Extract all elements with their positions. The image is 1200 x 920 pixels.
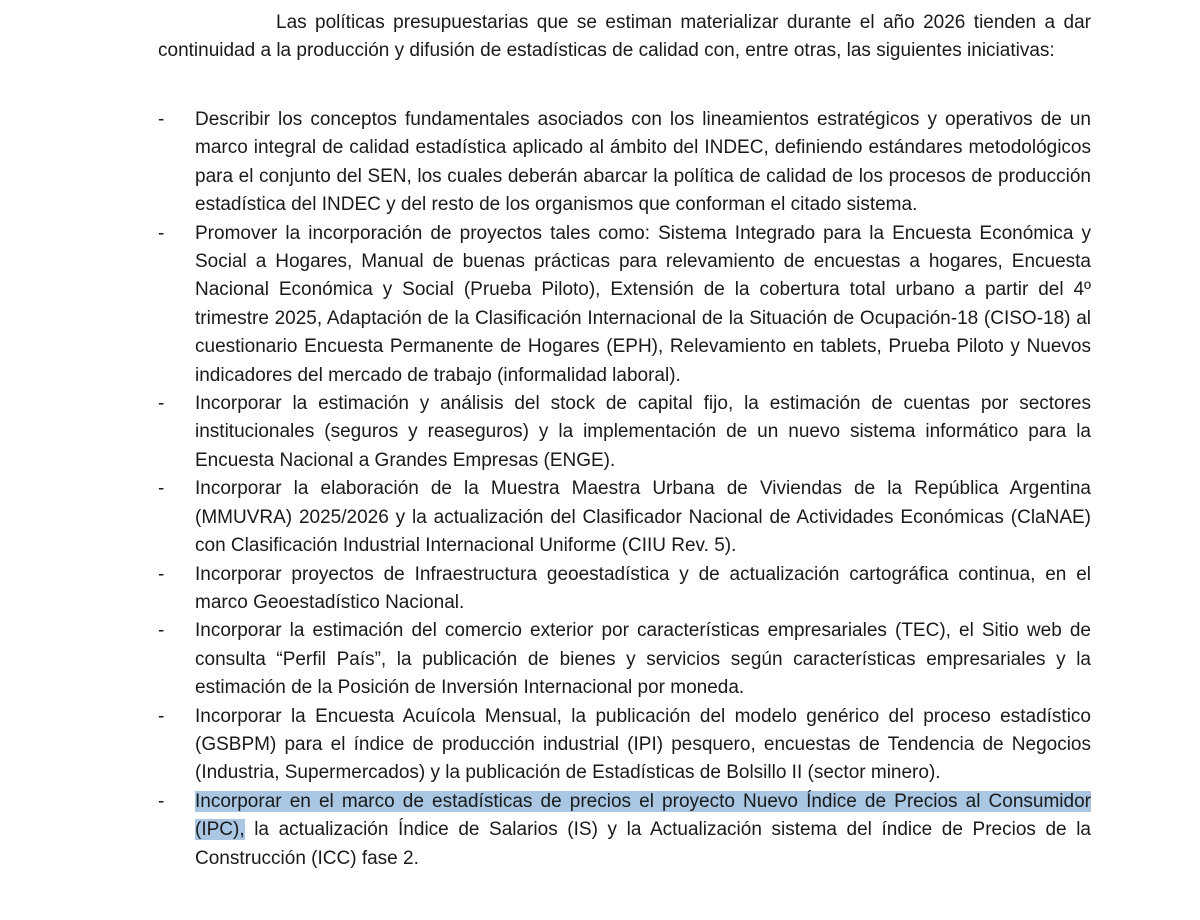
list-item-text: Promover la incorporación de proyectos tales como: Sistema Integrado para la Encuesta Económica y Social a Hogares, Manual de buenas prácticas para relevamiento de encuestas a hogares, Encuesta Nacional Económica y Social (Prueba Piloto), Extensión de la cobertura total urbano a partir del 4º trimestre 2025, Adaptación de la Clasificación Internacional de la Situación de Ocupación-18 (CISO-18) al cuestionario Encuesta Permanente de Hogares (EPH), Relevamiento en tablets, Prueba Piloto y Nuevos indicadores del mercado de trabajo (informalidad laboral).: [195, 222, 1091, 386]
list-item-text: Incorporar la elaboración de la Muestra Maestra Urbana de Viviendas de la República Argentina (MMUVRA) 2025/2026 y la actualización del Clasificador Nacional de Actividades Económicas (ClaNAE) con Clasificación Industrial Internacional Uniforme (CIIU Rev. 5).: [195, 478, 1091, 557]
list-item-text: Incorporar la estimación y análisis del stock de capital fijo, la estimación de cuentas por sectores institucionales (seguros y reaseguros) y la implementación de un nuevo sistema informático para la Encuesta Nacional a Grandes Empresas (ENGE).: [195, 393, 1091, 471]
list-item: [158, 475, 1091, 560]
list-item: [158, 220, 1091, 390]
list-item-last: [158, 788, 1091, 873]
list-bullet: -: [158, 393, 165, 415]
list-item: [158, 561, 1091, 618]
list-item-text: Incorporar la estimación del comercio exterior por características empresariales (TEC), el Sitio web de consulta “Perfil País”, la publicación de bienes y servicios según características empresariales y la estimación de la Posición de Inversión Internacional por moneda.: [195, 620, 1091, 699]
list-item-text: Incorporar proyectos de Infraestructura geoestadística y de actualización cartográfica continua, en el marco Geoestadístico Nacional.: [195, 563, 1091, 613]
list-item: [158, 106, 1091, 220]
list-item: [158, 617, 1091, 702]
list-bullet: -: [158, 790, 165, 812]
list-bullet: -: [158, 620, 165, 642]
list-bullet: -: [158, 109, 165, 130]
list-item-text: Describir los conceptos fundamentales asociados con los lineamientos estratégicos y operativos de un marco integral de calidad estadística aplicado al ámbito del INDEC, definiendo estándares metodológicos para el conjunto del SEN, los cuales deberán abarcar la política de calidad de los procesos de producción estadística del INDEC y del resto de los organismos que conforman el citado sistema.: [195, 109, 1091, 216]
list-item: [158, 390, 1091, 475]
list-bullet: -: [158, 478, 165, 500]
list-item: [158, 703, 1091, 788]
initiatives-list: [158, 106, 1091, 873]
list-bullet: -: [158, 222, 165, 244]
list-bullet: -: [158, 705, 165, 727]
list-item-text: Incorporar la Encuesta Acuícola Mensual, la publicación del modelo genérico del proceso estadístico (GSBPM) para el índice de producción industrial (IPI) pesquero, encuestas de Tendencia de Negocios (Industria, Supermercados) y la publicación de Estadísticas de Bolsillo II (sector minero).: [195, 705, 1091, 784]
list-bullet: -: [158, 563, 165, 585]
intro-paragraph: Las políticas presupuestarias que se estiman materializar durante el año 2026 tienden a dar continuidad a la producción y difusión de estadísticas de calidad con, entre otras, las siguientes iniciativas:: [158, 12, 1091, 62]
highlighted-text-selection[interactable]: Incorporar en el marco de estadísticas de precios el proyecto Nuevo Índice de Precios al Consumidor (IPC),: [195, 790, 1091, 841]
list-item-text: la actualización Índice de Salarios (IS) y la Actualización sistema del índice de Precios de la Construcción (ICC) fase 2.: [195, 819, 1091, 869]
